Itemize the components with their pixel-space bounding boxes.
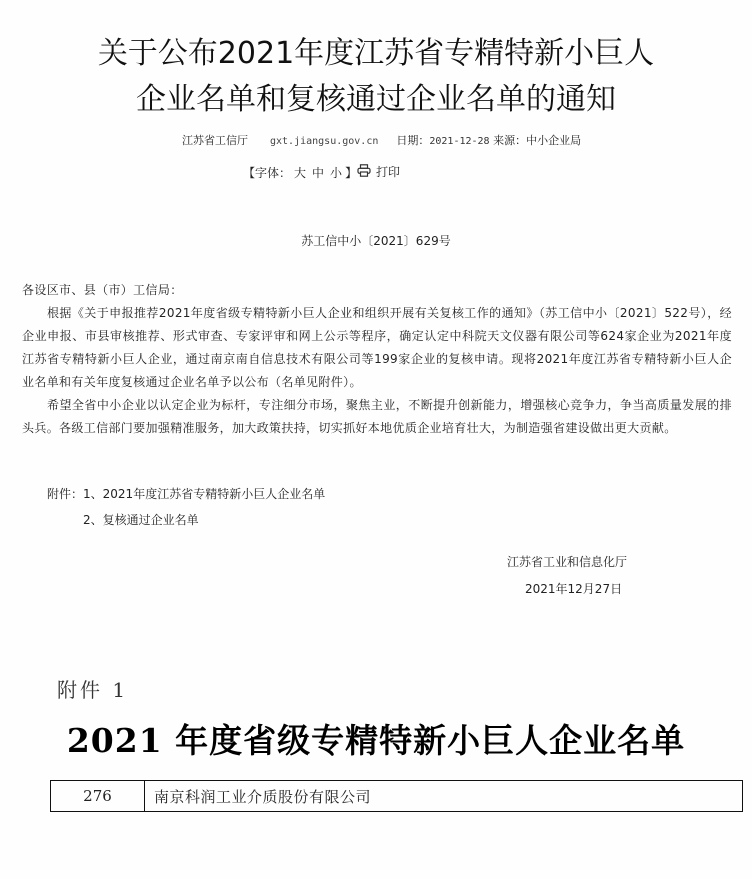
font-control-open: 【字体： (243, 166, 292, 180)
attachments-label: 附件： (47, 487, 84, 501)
font-control-close: 】 (345, 166, 358, 180)
date-label: 日期： (396, 134, 430, 147)
font-size-large-button[interactable]: 大 (294, 166, 307, 180)
table-row (51, 781, 743, 812)
company-list-table (50, 780, 743, 812)
print-label: 打印 (376, 165, 401, 179)
row-number: 276 (51, 781, 145, 812)
meta-line (182, 132, 581, 148)
publisher: 江苏省工信厅 (182, 134, 248, 147)
source-value: 中小企业局 (526, 134, 582, 147)
attachment-link-1[interactable]: 1、2021年度江苏省专精特新小巨人企业名单 (83, 487, 326, 501)
attachment-link-2[interactable]: 2、复核通过企业名单 (83, 513, 199, 527)
signature-date: 2021年12月27日 (525, 582, 623, 596)
source-url[interactable]: gxt.jiangsu.gov.cn (270, 136, 379, 147)
font-size-control (243, 164, 357, 181)
salutation: 各设区市、县（市）工信局： (22, 283, 183, 297)
signature-org: 江苏省工业和信息化厅 (507, 555, 628, 569)
font-size-small-button[interactable]: 小 (330, 166, 343, 180)
printer-icon (357, 164, 371, 180)
attachment-item-2 (83, 511, 199, 528)
font-size-medium-button[interactable]: 中 (312, 166, 325, 180)
notice-body (22, 279, 732, 440)
attachment-title: 2021 年度省级专精特新小巨人企业名单 (66, 721, 686, 760)
body-paragraph-2: 希望全省中小企业以认定企业为标杆，专注细分市场，聚焦主业，不断提升创新能力，增强核心竞争力，争当高质量发展的排头兵。各级工信部门要加强精准服务，加大政策扶持，切实抓好本地优质企业培育壮大，为制造强省建设做出更大贡献。 (22, 398, 732, 435)
page-title-line-1: 关于公布2021年度江苏省专精特新小巨人 (97, 36, 655, 71)
attachment-label: 附件 1 (57, 678, 129, 702)
publish-date: 2021-12-28 (429, 136, 490, 147)
company-name: 南京科润工业介质股份有限公司 (145, 781, 743, 812)
page-title-line-2: 企业名单和复核通过企业名单的通知 (136, 82, 616, 117)
body-paragraph-1: 根据《关于申报推荐2021年度省级专精特新小巨人企业和组织开展有关复核工作的通知》（苏工信中小〔2021〕522号），经企业申报、市县审核推荐、形式审查、专家评审和网上公示等程序，确定认定中科院天文仪器有限公司等624家企业为2021年度江苏省专精特新小巨人企业，通过南京南自信息技术有限公司等199家企业的复核申请。现将2021年度江苏省专精特新小巨人企业名单和有关年度复核通过企业名单予以公布（名单见附件）。 (22, 306, 732, 389)
document-number: 苏工信中小〔2021〕629号 (301, 234, 451, 248)
source-label: 来源： (493, 134, 527, 147)
print-button[interactable] (357, 163, 400, 180)
attachments-list (47, 485, 325, 502)
